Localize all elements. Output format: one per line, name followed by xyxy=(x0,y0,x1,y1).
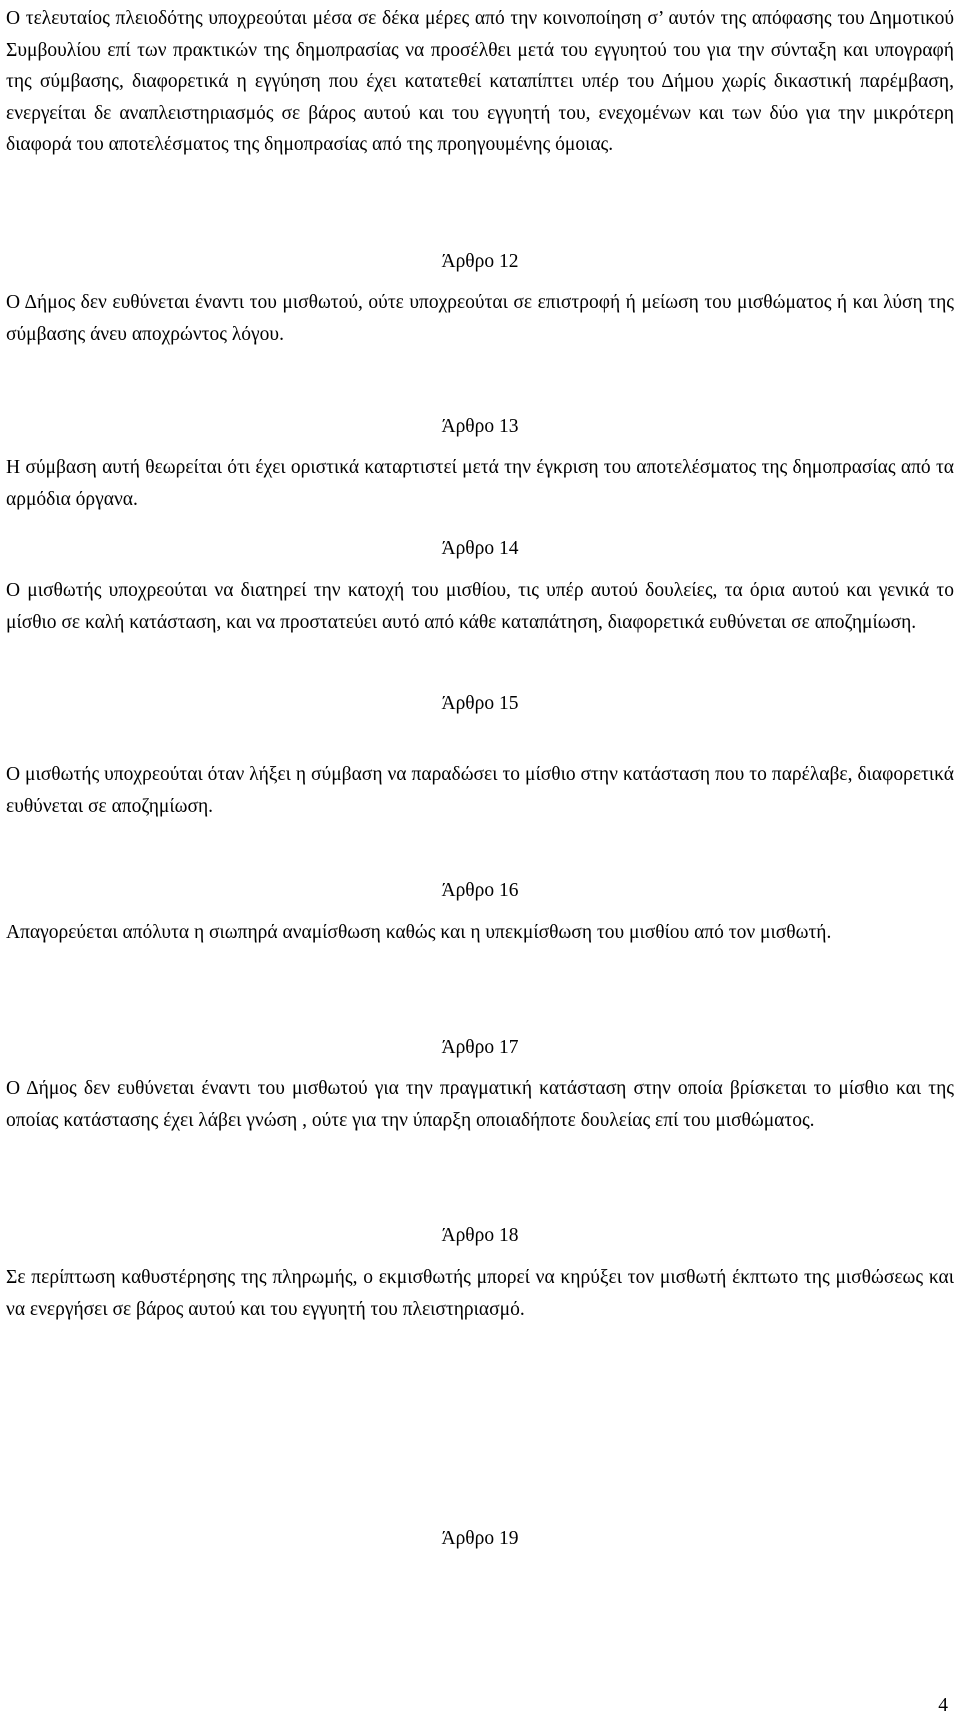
article-14-heading: Άρθρο 14 xyxy=(441,538,519,559)
article-15-heading: Άρθρο 15 xyxy=(441,693,519,714)
article-13-text: Η σύμβαση αυτή θεωρείται ότι έχει οριστικά καταρτιστεί μετά την έγκριση του αποτελέσματος της δημοπρασίας από τα αρμόδια όργανα. xyxy=(6,457,954,510)
article-14-text: Ο μισθωτής υποχρεούται να διατηρεί την κατοχή του μισθίου, τις υπέρ αυτού δουλείες, τα όρια αυτού και γενικά το μίσθιο σε καλή κατάσταση, και να προστατεύει αυτό από κάθε καταπάτηση, διαφορετικά ευθύνεται σε αποζημίωση. xyxy=(6,580,954,633)
article-18-text: Σε περίπτωση καθυστέρησης της πληρωμής, ο εκμισθωτής μπορεί να κηρύξει τον μισθωτή έκπτωτο της μισθώσεως και να ενεργήσει σε βάρος αυτού και του εγγυητή του πλειστηριασμό. xyxy=(6,1267,954,1320)
article-17-heading: Άρθρο 17 xyxy=(441,1037,519,1058)
article-15-text: Ο μισθωτής υποχρεούται όταν λήξει η σύμβαση να παραδώσει το μίσθιο στην κατάσταση που το παρέλαβε, διαφορετικά ευθύνεται σε αποζημίωση. xyxy=(6,764,954,817)
article-18-heading: Άρθρο 18 xyxy=(441,1225,519,1246)
article-16-heading: Άρθρο 16 xyxy=(441,880,519,901)
article-19-heading: Άρθρο 19 xyxy=(441,1528,519,1549)
article-16-text: Απαγορεύεται απόλυτα η σιωπηρά αναμίσθωση καθώς και η υπεκμίσθωση του μισθίου από τον μισθωτή. xyxy=(6,922,832,943)
article-12-text: Ο Δήμος δεν ευθύνεται έναντι του μισθωτού, ούτε υποχρεούται σε επιστροφή ή μείωση του μισθώματος ή και λύση της σύμβασης άνευ αποχρώντος λόγου. xyxy=(6,292,954,345)
page-number: 4 xyxy=(938,1695,948,1716)
article-12-heading: Άρθρο 12 xyxy=(441,251,519,272)
intro-paragraph: Ο τελευταίος πλειοδότης υποχρεούται μέσα σε δέκα μέρες από την κοινοποίηση σ’ αυτόν της απόφασης του Δημοτικού Συμβουλίου επί των πρακτικών της δημοπρασίας να προσέλθει μετά του εγγυητού του για την σύνταξη και υπογραφή της σύμβασης, διαφορετικά η εγγύηση που έχει κατατεθεί καταπίπτει υπέρ του Δήμου χωρίς δικαστική παρέμβαση, ενεργείται δε αναπλειστηριασμός σε βάρος αυτού και του εγγυητή του, ενεχομένων και των δύο για την μικρότερη διαφορά του αποτελέσματος της δημοπρασίας από της προηγουμένης όμοιας. xyxy=(6,8,954,155)
article-17-text: Ο Δήμος δεν ευθύνεται έναντι του μισθωτού για την πραγματική κατάσταση στην οποία βρίσκεται το μίσθιο και της οποίας κατάστασης έχει λάβει γνώση , ούτε για την ύπαρξη οποιαδήποτε δουλείας επί του μισθώματος. xyxy=(6,1078,954,1131)
article-13-heading: Άρθρο 13 xyxy=(441,416,519,437)
